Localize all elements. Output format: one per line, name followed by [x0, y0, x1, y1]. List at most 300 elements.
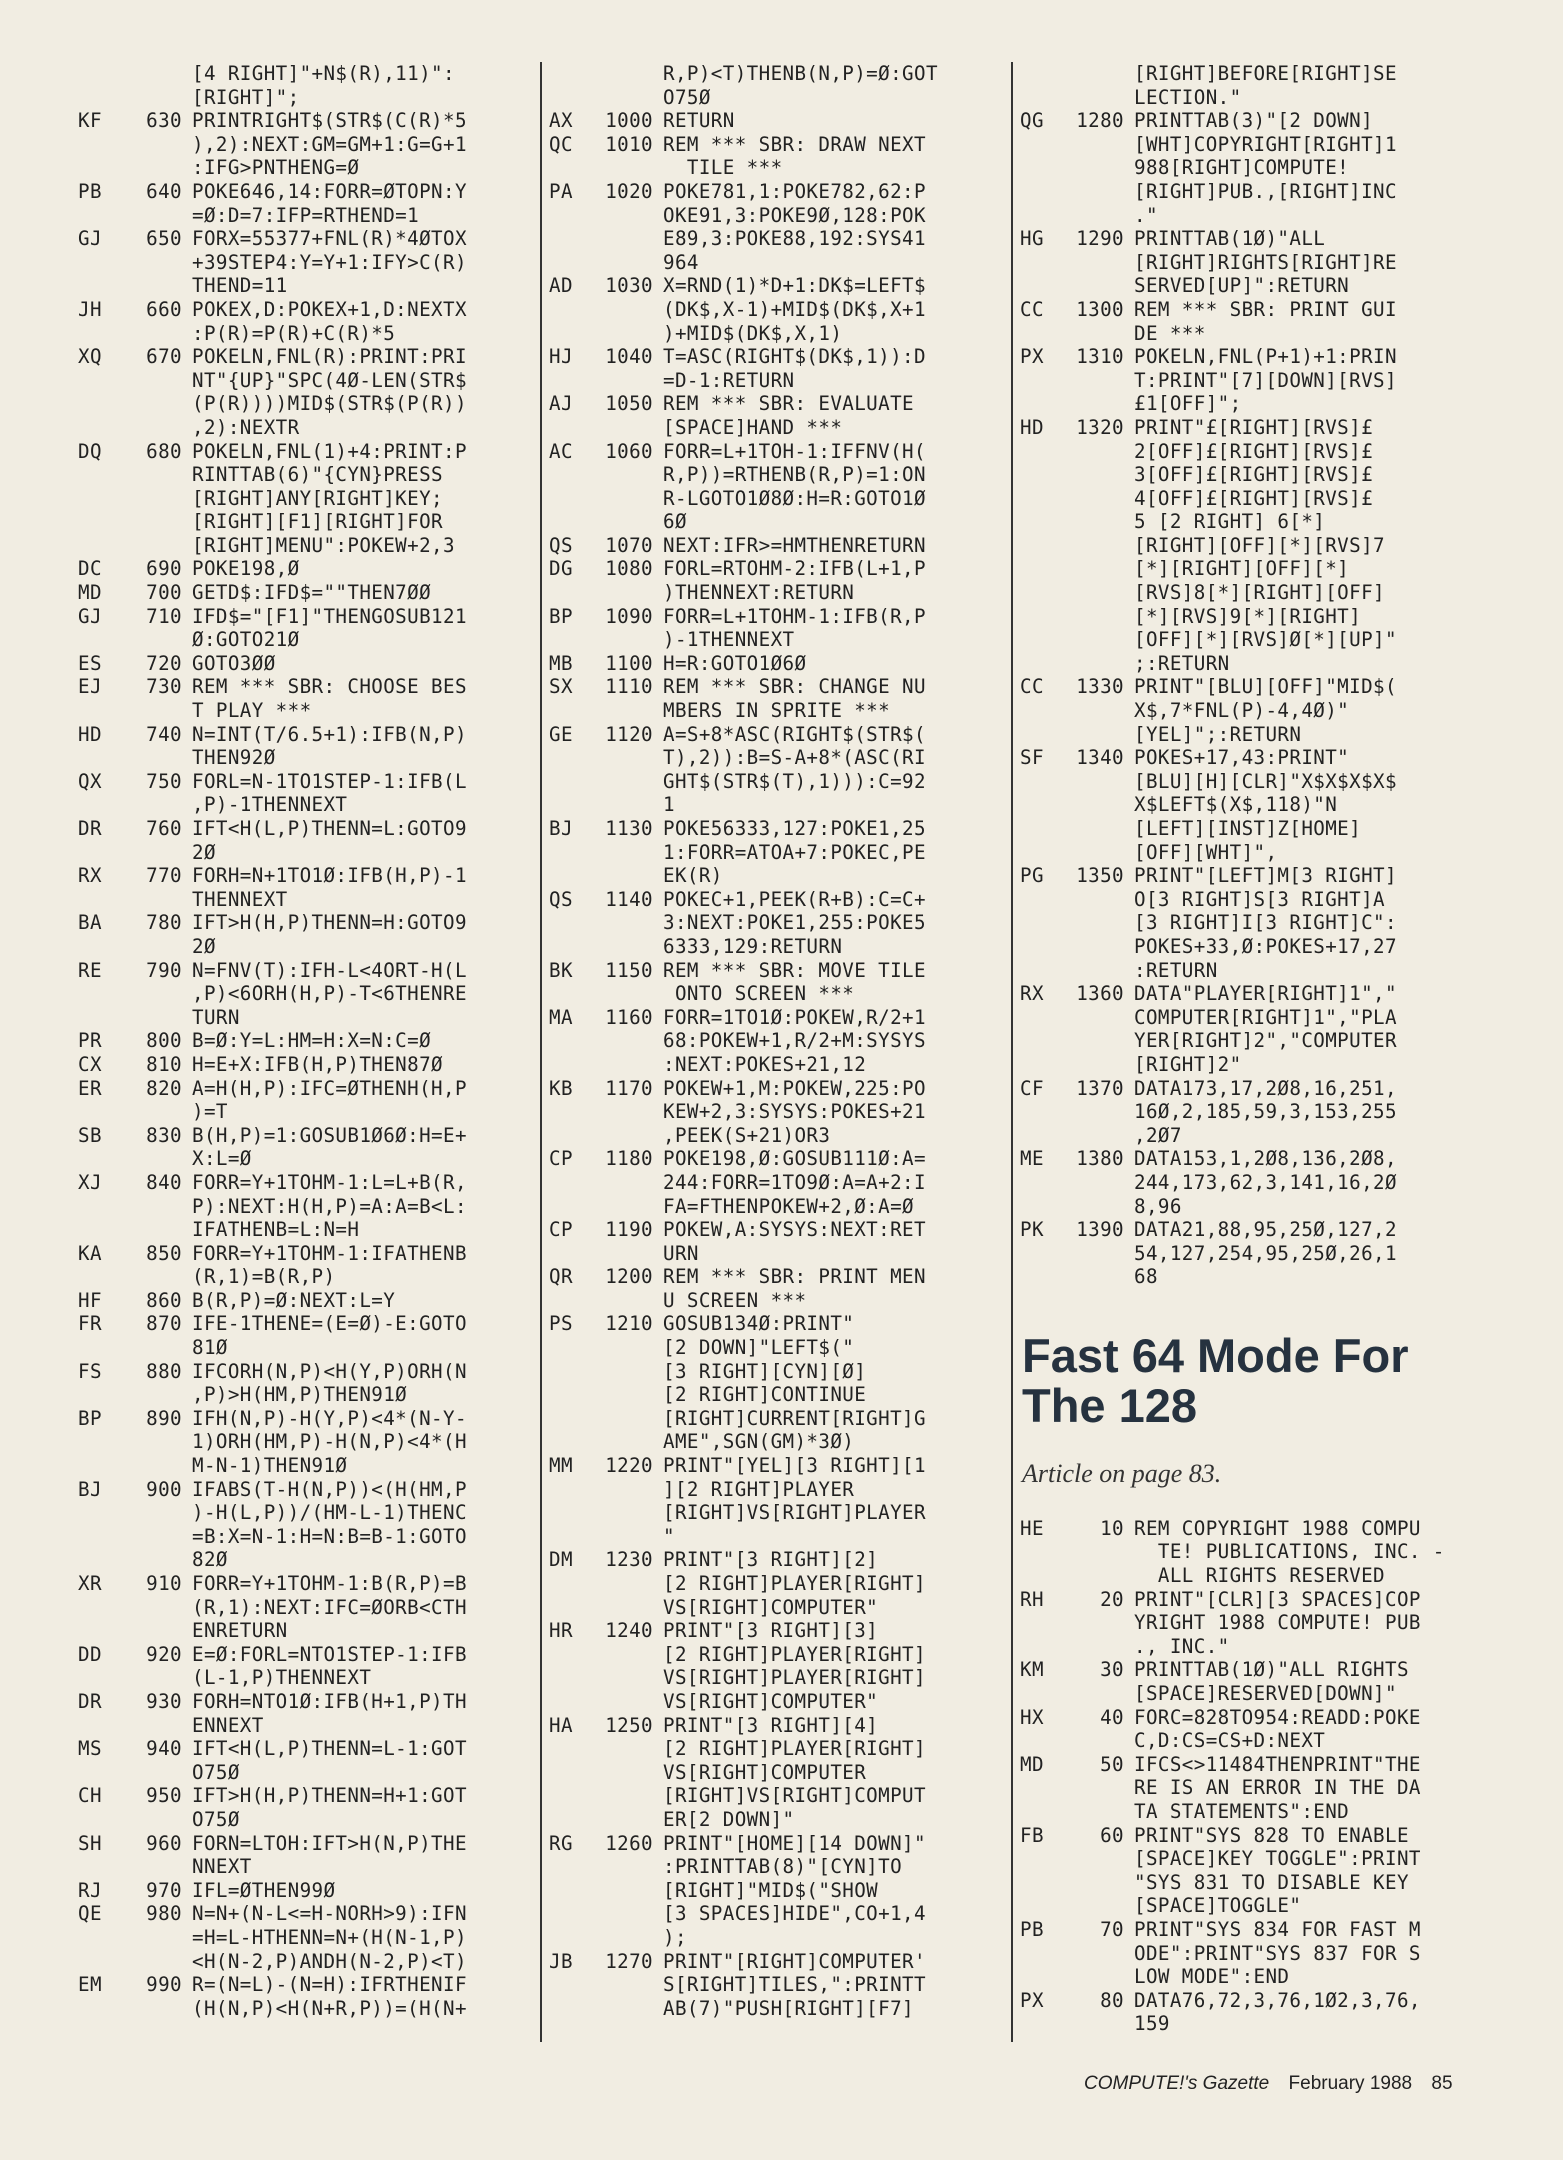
- line-number: 1350: [1076, 864, 1124, 888]
- program-line-continuation: [549, 1855, 1001, 1879]
- program-line-continuation: [78, 699, 538, 723]
- code-text: X$,7*FNL(P)-4,4Ø)": [1134, 699, 1350, 723]
- program-line-continuation: [78, 1147, 538, 1171]
- code-text: ,P)-1THENNEXT: [192, 793, 348, 817]
- program-line-continuation: [78, 369, 538, 393]
- program-line: [78, 1879, 538, 1903]
- code-text: POKE198,Ø: [192, 557, 300, 581]
- code-text: FORR=Y+1TOHM-1:IFATHENB: [192, 1241, 467, 1265]
- checksum-code: SB: [78, 1123, 102, 1147]
- program-line-continuation: [549, 1572, 1001, 1596]
- line-number: 630: [146, 109, 182, 133]
- checksum-code: MD: [78, 581, 102, 605]
- line-number: 1330: [1076, 675, 1124, 699]
- code-text: 988[RIGHT]COMPUTE!: [1134, 156, 1350, 180]
- code-text: )THENNEXT:RETURN: [663, 581, 855, 605]
- program-line-continuation: [1020, 1124, 1480, 1148]
- code-text: REM *** SBR: PRINT GUI: [1134, 297, 1397, 321]
- checksum-code: EJ: [78, 675, 102, 699]
- program-line-continuation: [1020, 1006, 1480, 1030]
- line-number: 30: [1100, 1658, 1124, 1682]
- code-text: :RETURN: [1134, 958, 1218, 982]
- checksum-code: BP: [549, 604, 573, 628]
- program-line-continuation: [549, 1100, 1001, 1124]
- line-number: 890: [146, 1406, 182, 1430]
- code-text: DATA173,17,2Ø8,16,251,: [1134, 1076, 1397, 1100]
- code-text: T:PRINT"[7][DOWN][RVS]: [1134, 368, 1397, 392]
- column-divider-right: [1011, 62, 1013, 2042]
- program-line: [549, 888, 1001, 912]
- checksum-code: GJ: [78, 227, 102, 251]
- program-line: [549, 1312, 1001, 1336]
- line-number: 830: [146, 1123, 182, 1147]
- code-text: )=T: [192, 1100, 228, 1124]
- code-text: ENRETURN: [192, 1619, 288, 1643]
- article-subtitle: Article on page 83.: [1022, 1458, 1222, 1488]
- line-number: 980: [146, 1902, 182, 1926]
- program-line-continuation: [549, 581, 1001, 605]
- code-text: [RIGHT][F1][RIGHT]FOR: [192, 510, 443, 534]
- code-text: R,P)<T)THENB(N,P)=Ø:GOT: [663, 62, 938, 85]
- code-text: PRINTTAB(1Ø)"ALL: [1134, 227, 1326, 251]
- line-number: 880: [146, 1359, 182, 1383]
- code-text: 68: [1134, 1265, 1158, 1289]
- checksum-code: SX: [549, 675, 573, 699]
- program-line-continuation: [1020, 959, 1480, 983]
- program-line: [78, 911, 538, 935]
- checksum-code: BP: [78, 1406, 102, 1430]
- checksum-code: CP: [549, 1218, 573, 1242]
- program-line: [549, 652, 1001, 676]
- code-text: ": [663, 1524, 675, 1548]
- program-line-continuation: [1020, 251, 1480, 275]
- code-text: [2 DOWN]"LEFT$(": [663, 1336, 855, 1360]
- program-line: [78, 345, 538, 369]
- code-text: GHT$(STR$(T),1))):C=92: [663, 769, 926, 793]
- checksum-code: GJ: [78, 604, 102, 628]
- program-line: [78, 1242, 538, 1266]
- program-line-continuation: [549, 1430, 1001, 1454]
- line-number: 860: [146, 1288, 182, 1312]
- program-line-continuation: [78, 1430, 538, 1454]
- program-line-continuation: [78, 628, 538, 652]
- code-text: 81Ø: [192, 1336, 228, 1360]
- checksum-code: HF: [78, 1288, 102, 1312]
- code-text: [2 RIGHT]PLAYER[RIGHT]: [663, 1642, 926, 1666]
- code-text: [RIGHT]ANY[RIGHT]KEY;: [192, 486, 443, 510]
- code-text: 2[OFF]£[RIGHT][RVS]£: [1134, 439, 1374, 463]
- program-line: [78, 109, 538, 133]
- code-text: (P(R))))MID$(STR$(P(R)): [192, 392, 467, 416]
- code-text: POKEC+1,PEEK(R+B):C=C+: [663, 887, 926, 911]
- checksum-code: KA: [78, 1241, 102, 1265]
- code-text: REM COPYRIGHT 1988 COMPU: [1134, 1516, 1421, 1540]
- checksum-code: BJ: [549, 817, 573, 840]
- line-number: 1280: [1076, 109, 1124, 133]
- code-text: N=N+(N-L<=H-NORH>9):IFN: [192, 1902, 467, 1926]
- code-text: R-LGOTO1Ø8Ø:H=R:GOTO1Ø: [663, 486, 926, 510]
- program-line-continuation: [549, 1478, 1001, 1502]
- line-number: 1310: [1076, 345, 1124, 369]
- program-line: [78, 227, 538, 251]
- code-text: DATA21,88,95,25Ø,127,2: [1134, 1218, 1397, 1242]
- program-line: [549, 723, 1001, 747]
- line-number: 970: [146, 1878, 182, 1902]
- program-line: [1020, 1824, 1480, 1848]
- line-number: 1240: [605, 1619, 653, 1643]
- program-line-continuation: [549, 369, 1001, 393]
- program-line-continuation: [78, 62, 538, 86]
- line-number: 870: [146, 1312, 182, 1336]
- code-text: RE IS AN ERROR IN THE DA: [1134, 1776, 1421, 1800]
- code-text: [2 RIGHT]PLAYER[RIGHT]: [663, 1572, 926, 1595]
- line-number: 1370: [1076, 1076, 1124, 1100]
- checksum-code: AX: [549, 109, 573, 133]
- program-line-continuation: [1020, 1029, 1480, 1053]
- code-text: PRINT"[RIGHT]COMPUTER': [663, 1949, 926, 1973]
- checksum-code: PX: [1020, 345, 1044, 369]
- program-line: [549, 959, 1001, 983]
- line-number: 1110: [605, 675, 653, 699]
- checksum-code: CP: [549, 1147, 573, 1171]
- program-line: [549, 109, 1001, 133]
- line-number: 1000: [605, 109, 653, 133]
- checksum-code: QX: [78, 769, 102, 793]
- program-line-continuation: [78, 1997, 538, 2021]
- program-line-continuation: [78, 1100, 538, 1124]
- code-text: [BLU][H][CLR]"X$X$X$X$: [1134, 769, 1397, 793]
- checksum-code: ME: [1020, 1147, 1044, 1171]
- program-line: [1020, 982, 1480, 1006]
- program-line: [78, 1077, 538, 1101]
- code-text: POKEX,D:POKEX+1,D:NEXTX: [192, 297, 467, 321]
- code-text: IFABS(T-H(N,P))<(H(HM,P: [192, 1477, 467, 1501]
- code-text: ODE":PRINT"SYS 837 FOR S: [1134, 1941, 1421, 1965]
- program-line-continuation: [78, 156, 538, 180]
- code-text: FORR=Y+1TOHM-1:L=L+B(R,: [192, 1170, 467, 1194]
- checksum-code: DM: [549, 1548, 573, 1572]
- code-text: ALL RIGHTS RESERVED: [1134, 1564, 1385, 1588]
- program-line-continuation: [549, 1336, 1001, 1360]
- line-number: 1270: [605, 1949, 653, 1973]
- program-line-continuation: [1020, 1053, 1480, 1077]
- code-text: ,P)<6ORH(H,P)-T<6THENRE: [192, 982, 467, 1006]
- code-text: 964: [663, 250, 699, 274]
- code-text: NT"{UP}"SPC(4Ø-LEN(STR$: [192, 368, 467, 392]
- code-text: IFE-1THENE=(E=Ø)-E:GOTO: [192, 1312, 467, 1336]
- code-text: YER[RIGHT]2","COMPUTER: [1134, 1029, 1397, 1053]
- line-number: 990: [146, 1973, 182, 1997]
- code-text: P):NEXT:H(H,P)=A:A=B<L:: [192, 1194, 467, 1218]
- checksum-code: DQ: [78, 439, 102, 463]
- code-text: NNEXT: [192, 1855, 252, 1879]
- code-text: [4 RIGHT]"+N$(R),11)":: [192, 62, 455, 85]
- checksum-code: BA: [78, 911, 102, 935]
- checksum-code: BJ: [78, 1477, 102, 1501]
- code-text: 8,96: [1134, 1194, 1182, 1218]
- program-line-continuation: [549, 1242, 1001, 1266]
- line-number: 790: [146, 958, 182, 982]
- checksum-code: PR: [78, 1029, 102, 1053]
- code-text: IFL=ØTHEN99Ø: [192, 1878, 336, 1902]
- program-line-continuation: [549, 251, 1001, 275]
- program-line-continuation: [78, 1336, 538, 1360]
- program-line-continuation: [78, 1006, 538, 1030]
- code-text: THEND=11: [192, 274, 288, 298]
- program-line-continuation: [78, 841, 538, 865]
- code-text: =Ø:D=7:IFP=RTHEND=1: [192, 203, 420, 227]
- line-number: 710: [146, 604, 182, 628]
- program-line-continuation: [549, 841, 1001, 865]
- line-number: 750: [146, 769, 182, 793]
- program-line: [78, 1478, 538, 1502]
- code-text: 2Ø: [192, 840, 216, 864]
- checksum-code: BK: [549, 958, 573, 982]
- program-line: [1020, 1218, 1480, 1242]
- program-line-continuation: [1020, 793, 1480, 817]
- code-text: EK(R): [663, 864, 723, 888]
- code-text: [YEL]";:RETURN: [1134, 722, 1302, 746]
- code-text: [SPACE]TOGGLE": [1134, 1894, 1302, 1918]
- program-line-continuation: [549, 982, 1001, 1006]
- program-line-continuation: [549, 1501, 1001, 1525]
- listing-column-3: [1020, 62, 1480, 2036]
- program-line-continuation: [549, 911, 1001, 935]
- code-text: [3 SPACES]HIDE",CO+1,4: [663, 1902, 926, 1926]
- program-line: [1020, 109, 1480, 133]
- program-line-continuation: [78, 1926, 538, 1950]
- program-line: [78, 1643, 538, 1667]
- code-text: =H=L-HTHENN=N+(H(N-1,P): [192, 1925, 467, 1949]
- code-text: POKE646,14:FORR=ØTOPN:Y: [192, 179, 467, 203]
- code-text: DATA76,72,3,76,1Ø2,3,76,: [1134, 1988, 1421, 2012]
- line-number: 1380: [1076, 1147, 1124, 1171]
- code-text: 82Ø: [192, 1548, 228, 1572]
- program-line-continuation: [1020, 2012, 1480, 2036]
- code-text: LECTION.": [1134, 85, 1242, 109]
- code-text: FORH=N+1TO1Ø:IFB(H,P)-1: [192, 864, 467, 888]
- line-number: 80: [1100, 1988, 1124, 2012]
- code-text: [SPACE]RESERVED[DOWN]": [1134, 1682, 1397, 1706]
- code-text: B(R,P)=Ø:NEXT:L=Y: [192, 1288, 396, 1312]
- code-text: PRINT"£[RIGHT][RVS]£: [1134, 415, 1374, 439]
- checksum-code: CC: [1020, 675, 1044, 699]
- line-number: 850: [146, 1241, 182, 1265]
- checksum-code: CH: [78, 1784, 102, 1808]
- program-line: [78, 652, 538, 676]
- code-text: PRINT"[LEFT]M[3 RIGHT]: [1134, 864, 1397, 888]
- checksum-code: CC: [1020, 297, 1044, 321]
- line-number: 1290: [1076, 227, 1124, 251]
- program-line-continuation: [1020, 1611, 1480, 1635]
- footer-publication: COMPUTE!'s Gazette: [1084, 2073, 1270, 2094]
- checksum-code: HE: [1020, 1516, 1044, 1540]
- program-line-continuation: [549, 1997, 1001, 2021]
- program-line-continuation: [1020, 888, 1480, 912]
- program-line-continuation: [549, 1666, 1001, 1690]
- program-line: [549, 1950, 1001, 1974]
- program-line-continuation: [549, 864, 1001, 888]
- code-text: :PRINTTAB(8)"[CYN]TO: [663, 1855, 903, 1879]
- program-line-continuation: [1020, 935, 1480, 959]
- program-line-continuation: [549, 227, 1001, 251]
- code-text: TA STATEMENTS":END: [1134, 1800, 1350, 1823]
- program-line-continuation: [78, 1714, 538, 1738]
- checksum-code: FB: [1020, 1823, 1044, 1847]
- code-text: [RIGHT]";: [192, 85, 300, 109]
- program-line: [78, 1053, 538, 1077]
- code-text: 6333,129:RETURN: [663, 934, 843, 958]
- line-number: 660: [146, 297, 182, 321]
- code-text: FORR=L+1TOH-1:IFFNV(H(: [663, 439, 926, 463]
- program-line-continuation: [549, 1195, 1001, 1219]
- code-text: M-N-1)THEN91Ø: [192, 1454, 348, 1478]
- code-text: GOTO3ØØ: [192, 651, 276, 675]
- line-number: 1260: [605, 1831, 653, 1855]
- code-text: (L-1,P)THENNEXT: [192, 1666, 372, 1690]
- program-line-continuation: [1020, 770, 1480, 794]
- program-line: [78, 864, 538, 888]
- line-number: 1020: [605, 179, 653, 203]
- code-text: [RIGHT]PUB.,[RIGHT]INC: [1134, 179, 1397, 203]
- checksum-code: SF: [1020, 746, 1044, 770]
- program-line-continuation: [78, 746, 538, 770]
- code-text: N=INT(T/6.5+1):IFB(N,P): [192, 722, 467, 746]
- line-number: 1040: [605, 345, 653, 369]
- checksum-code: HR: [549, 1619, 573, 1643]
- program-line: [549, 1218, 1001, 1242]
- program-line-continuation: [1020, 274, 1480, 298]
- program-line-continuation: [78, 888, 538, 912]
- code-text: [OFF][WHT]",: [1134, 840, 1278, 864]
- code-text: AME",SGN(GM)*3Ø): [663, 1430, 855, 1454]
- code-text: (DK$,X-1)+MID$(DK$,X+1: [663, 297, 926, 321]
- checksum-code: KM: [1020, 1658, 1044, 1682]
- program-line-continuation: [1020, 1729, 1480, 1753]
- checksum-code: DC: [78, 557, 102, 581]
- program-line: [549, 1548, 1001, 1572]
- code-text: IFT<H(L,P)THENN=L-1:GOT: [192, 1737, 467, 1761]
- program-line-continuation: [78, 416, 538, 440]
- program-line-continuation: [78, 534, 538, 558]
- checksum-code: QC: [549, 132, 573, 156]
- program-line-continuation: [78, 1950, 538, 1974]
- program-line-continuation: [78, 133, 538, 157]
- checksum-code: MB: [549, 651, 573, 675]
- program-line-continuation: [549, 1761, 1001, 1785]
- code-text: RETURN: [663, 109, 735, 133]
- line-number: 1340: [1076, 746, 1124, 770]
- checksum-code: DG: [549, 557, 573, 581]
- program-line-continuation: [549, 62, 1001, 86]
- code-text: ][2 RIGHT]PLAYER: [663, 1477, 855, 1501]
- line-number: 820: [146, 1076, 182, 1100]
- code-text: [RIGHT]VS[RIGHT]PLAYER: [663, 1501, 926, 1525]
- program-line: [549, 675, 1001, 699]
- program-line-continuation: [78, 1761, 538, 1785]
- code-text: 3[OFF]£[RIGHT][RVS]£: [1134, 463, 1374, 487]
- code-text: SERVED[UP]":RETURN: [1134, 274, 1350, 298]
- checksum-code: SH: [78, 1831, 102, 1855]
- line-number: 760: [146, 817, 182, 840]
- code-text: VS[RIGHT]COMPUTER": [663, 1595, 879, 1619]
- code-text: FORC=828TO954:READD:POKE: [1134, 1705, 1421, 1729]
- code-text: ., INC.": [1134, 1634, 1230, 1658]
- checksum-code: HA: [549, 1713, 573, 1737]
- checksum-code: HX: [1020, 1705, 1044, 1729]
- code-text: FORL=N-1TO1STEP-1:IFB(L: [192, 769, 467, 793]
- checksum-code: MD: [1020, 1752, 1044, 1776]
- code-text: REM *** SBR: CHOOSE BES: [192, 675, 467, 699]
- program-line-continuation: [549, 1360, 1001, 1384]
- line-number: 1210: [605, 1312, 653, 1336]
- program-line: [1020, 227, 1480, 251]
- code-text: RINTTAB(6)"{CYN}PRESS: [192, 463, 443, 487]
- code-text: X:L=Ø: [192, 1147, 252, 1171]
- program-line-continuation: [78, 1596, 538, 1620]
- code-text: =B:X=N-1:H=N:B=B-1:GOTO: [192, 1524, 467, 1548]
- program-line-continuation: [1020, 180, 1480, 204]
- line-number: 700: [146, 581, 182, 605]
- code-text: =D-1:RETURN: [663, 368, 795, 392]
- code-text: O[3 RIGHT]S[3 RIGHT]A: [1134, 887, 1385, 911]
- program-line-continuation: [1020, 204, 1480, 228]
- checksum-code: XQ: [78, 345, 102, 369]
- code-text: H=E+X:IFB(H,P)THEN87Ø: [192, 1052, 443, 1076]
- program-line-continuation: [78, 487, 538, 511]
- checksum-code: ES: [78, 651, 102, 675]
- code-text: 244,173,62,3,141,16,2Ø: [1134, 1170, 1397, 1194]
- program-line: [549, 345, 1001, 369]
- program-line: [549, 557, 1001, 581]
- code-text: REM *** SBR: DRAW NEXT: [663, 132, 926, 156]
- code-text: C,D:CS=CS+D:NEXT: [1134, 1729, 1326, 1753]
- line-number: 800: [146, 1029, 182, 1053]
- checksum-code: QS: [549, 533, 573, 557]
- code-text: 54,127,254,95,25Ø,26,1: [1134, 1241, 1397, 1265]
- code-text: DATA153,1,2Ø8,136,2Ø8,: [1134, 1147, 1397, 1171]
- checksum-code: JH: [78, 297, 102, 321]
- program-line-continuation: [78, 1525, 538, 1549]
- code-text: URN: [663, 1241, 699, 1265]
- program-line: [549, 440, 1001, 464]
- checksum-code: RH: [1020, 1587, 1044, 1611]
- program-line-continuation: [78, 1855, 538, 1879]
- code-text: R,P))=RTHENB(R,P)=1:ON: [663, 463, 926, 487]
- code-text: :NEXT:POKES+21,12: [663, 1052, 867, 1076]
- program-line: [549, 1147, 1001, 1171]
- checksum-code: HD: [1020, 415, 1044, 439]
- code-text: COMPUTER[RIGHT]1","PLA: [1134, 1005, 1397, 1029]
- code-text: FORR=L+1TOHM-1:IFB(R,P: [663, 604, 926, 628]
- program-line-continuation: [1020, 817, 1480, 841]
- code-text: PRINT"[YEL][3 RIGHT][1: [663, 1454, 926, 1478]
- checksum-code: PS: [549, 1312, 573, 1336]
- code-text: 5 [2 RIGHT] 6[*]: [1134, 510, 1326, 534]
- code-text: R=(N=L)-(N=H):IFRTHENIF: [192, 1973, 467, 1997]
- program-line-continuation: [1020, 581, 1480, 605]
- checksum-code: AJ: [549, 392, 573, 416]
- code-text: POKES+33,Ø:POKES+17,27: [1134, 934, 1397, 958]
- line-number: 1360: [1076, 982, 1124, 1006]
- program-line-continuation: [1020, 487, 1480, 511]
- code-text: [RIGHT][OFF][*][RVS]7: [1134, 533, 1385, 557]
- checksum-code: PA: [549, 179, 573, 203]
- code-text: [RIGHT]RIGHTS[RIGHT]RE: [1134, 250, 1397, 274]
- line-number: 1050: [605, 392, 653, 416]
- code-text: FORL=RTOHM-2:IFB(L+1,P: [663, 557, 926, 581]
- line-number: 1090: [605, 604, 653, 628]
